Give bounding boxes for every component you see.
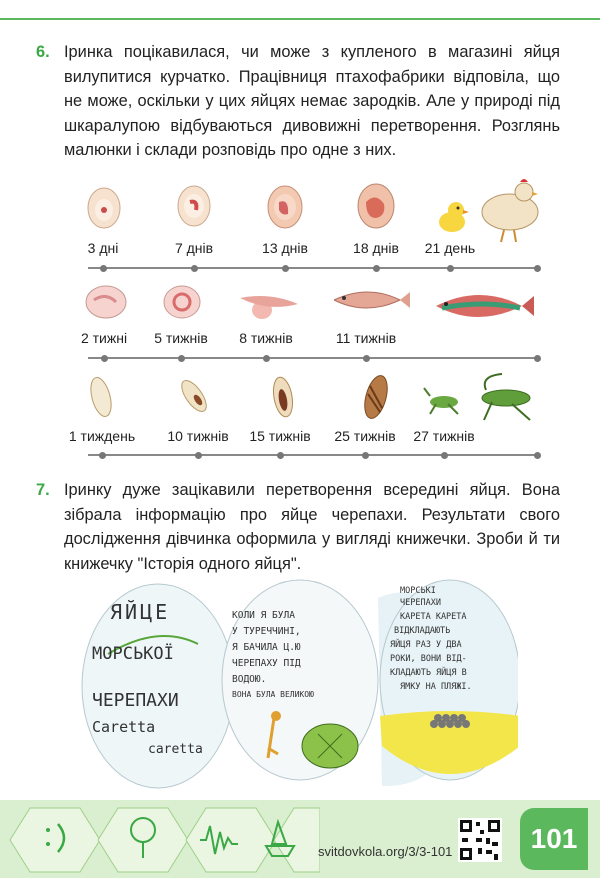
fish-egg-2w-image (84, 284, 128, 320)
timeline-dot (373, 265, 380, 272)
timeline-dot (263, 355, 270, 362)
booklet-page1-line: МОРСЬКОЇ (92, 644, 174, 664)
age-label: 2 тижні (80, 330, 128, 346)
page-number: 101 (520, 808, 588, 870)
booklet-page3-line: ЯЙЦЯ РАЗ У ДВА (390, 640, 462, 650)
task-text: Іринку дуже зацікавили перетворення всередині яйця. Вона зібрала інформацію про яйце черепахи. Результати свого дослідження дівчинка оформила у вигляді книжечки. Зроби й ти книжечку "Історія одного яйця". (64, 481, 560, 573)
age-label: 5 тижнів (154, 330, 208, 346)
booklet-page2-line: У ТУРЕЧЧИНІ, (232, 626, 301, 637)
grasshopper-egg-1w-image (86, 374, 116, 420)
timeline-dot (282, 265, 289, 272)
adult-fish-image (432, 284, 534, 328)
booklet-page1-line: ЧЕРЕПАХИ (92, 690, 179, 711)
egg-day18-image (356, 182, 396, 230)
age-label: 10 тижнів (167, 428, 229, 444)
chick-image (436, 198, 470, 234)
task-7 (36, 478, 560, 576)
task-number: 6. (36, 43, 50, 61)
timeline-dot (362, 452, 369, 459)
age-label: 1 тиждень (68, 428, 136, 444)
booklet-page1-line: caretta (148, 742, 203, 757)
age-label: 15 тижнів (249, 428, 311, 444)
timeline-dot (178, 355, 185, 362)
booklet-page3-line: РОКИ, ВОНИ ВІД- (390, 654, 467, 664)
timeline-chicken (80, 180, 540, 275)
footer (0, 800, 600, 878)
timeline-fish (80, 282, 540, 362)
task-6 (36, 40, 560, 163)
adult-grasshopper-image (472, 372, 542, 424)
footer-icons (0, 800, 320, 878)
age-label: 21 день (424, 240, 476, 256)
booklet-page3-line: МОРСЬКІ (400, 586, 436, 596)
egg-day13-image (266, 184, 304, 230)
booklet-page2-line: КОЛИ Я БУЛА (232, 610, 295, 621)
booklet-page2-line: ВОНА БУЛА ВЕЛИКОЮ (232, 690, 314, 699)
booklet-page3-line: ЧЕРЕПАХИ (400, 598, 441, 608)
timeline-grasshopper (68, 372, 540, 462)
timeline-line (88, 357, 540, 359)
young-grasshopper-image (422, 386, 468, 416)
timeline-dot (100, 265, 107, 272)
timeline-dot (447, 265, 454, 272)
timeline-dot (195, 452, 202, 459)
fish-fry-image (328, 280, 412, 320)
booklet-page3-line: ВІДКЛАДАЮТЬ (394, 626, 451, 636)
task-number: 7. (36, 481, 50, 499)
booklet-page2-line: Я БАЧИЛА Ц.Ю (232, 642, 301, 653)
booklet-page3-line: КАРЕТА КАРЕТА (400, 612, 467, 622)
qr-code-icon[interactable] (458, 818, 502, 862)
age-label: 8 тижнів (239, 330, 293, 346)
timeline-dot (101, 355, 108, 362)
age-label: 18 днів (353, 240, 399, 256)
egg-day3-image (86, 186, 122, 230)
timeline-dot (534, 265, 541, 272)
grasshopper-egg-25w-image (360, 372, 392, 422)
timeline-line (88, 454, 540, 456)
fish-larva-image (232, 288, 302, 324)
top-divider (0, 18, 600, 20)
hen-image (474, 174, 546, 244)
grasshopper-egg-10w-image (176, 376, 212, 416)
age-label: 11 тижнів (335, 330, 397, 346)
timeline-dot (441, 452, 448, 459)
age-label: 25 тижнів (334, 428, 396, 444)
task-text: Іринка поцікавилася, чи може з купленого в магазині яйця вилупитися курчатко. Працівниця птахофабрики відповіла, що не може, оскільки у цих яйцях немає зародків. Але у природі під шкаралупою відбуваються дивовижні перетворення. Розглянь малюнки і склади розповідь про одне з них. (64, 43, 560, 159)
grasshopper-egg-15w-image (268, 374, 298, 420)
booklet-page3-line: ЯМКУ НА ПЛЯЖІ. (400, 682, 472, 692)
timeline-dot (534, 452, 541, 459)
egg-day7-image (176, 184, 212, 228)
booklet-page2-line: ЧЕРЕПАХУ ПІД (232, 658, 301, 669)
age-label: 7 днів (174, 240, 214, 256)
age-label: 27 тижнів (413, 428, 475, 444)
age-label: 3 дні (87, 240, 119, 256)
footer-url[interactable]: svitdovkola.org/3/3-101 (318, 844, 453, 859)
fish-egg-5w-image (162, 284, 202, 320)
timeline-dot (277, 452, 284, 459)
timeline-dot (99, 452, 106, 459)
booklet-page3-line: КЛАДАЮТЬ ЯЙЦЯ В (390, 668, 467, 678)
timeline-line (88, 267, 540, 269)
booklet-page1-line: ЯЙЦЕ (110, 600, 171, 624)
booklet-page1-line: Caretta (92, 718, 156, 736)
timeline-dot (534, 355, 541, 362)
timeline-dot (191, 265, 198, 272)
booklet-page2-line: ВОДОЮ. (232, 674, 267, 685)
booklet-text-layer (78, 578, 518, 790)
timeline-dot (363, 355, 370, 362)
age-label: 13 днів (262, 240, 308, 256)
